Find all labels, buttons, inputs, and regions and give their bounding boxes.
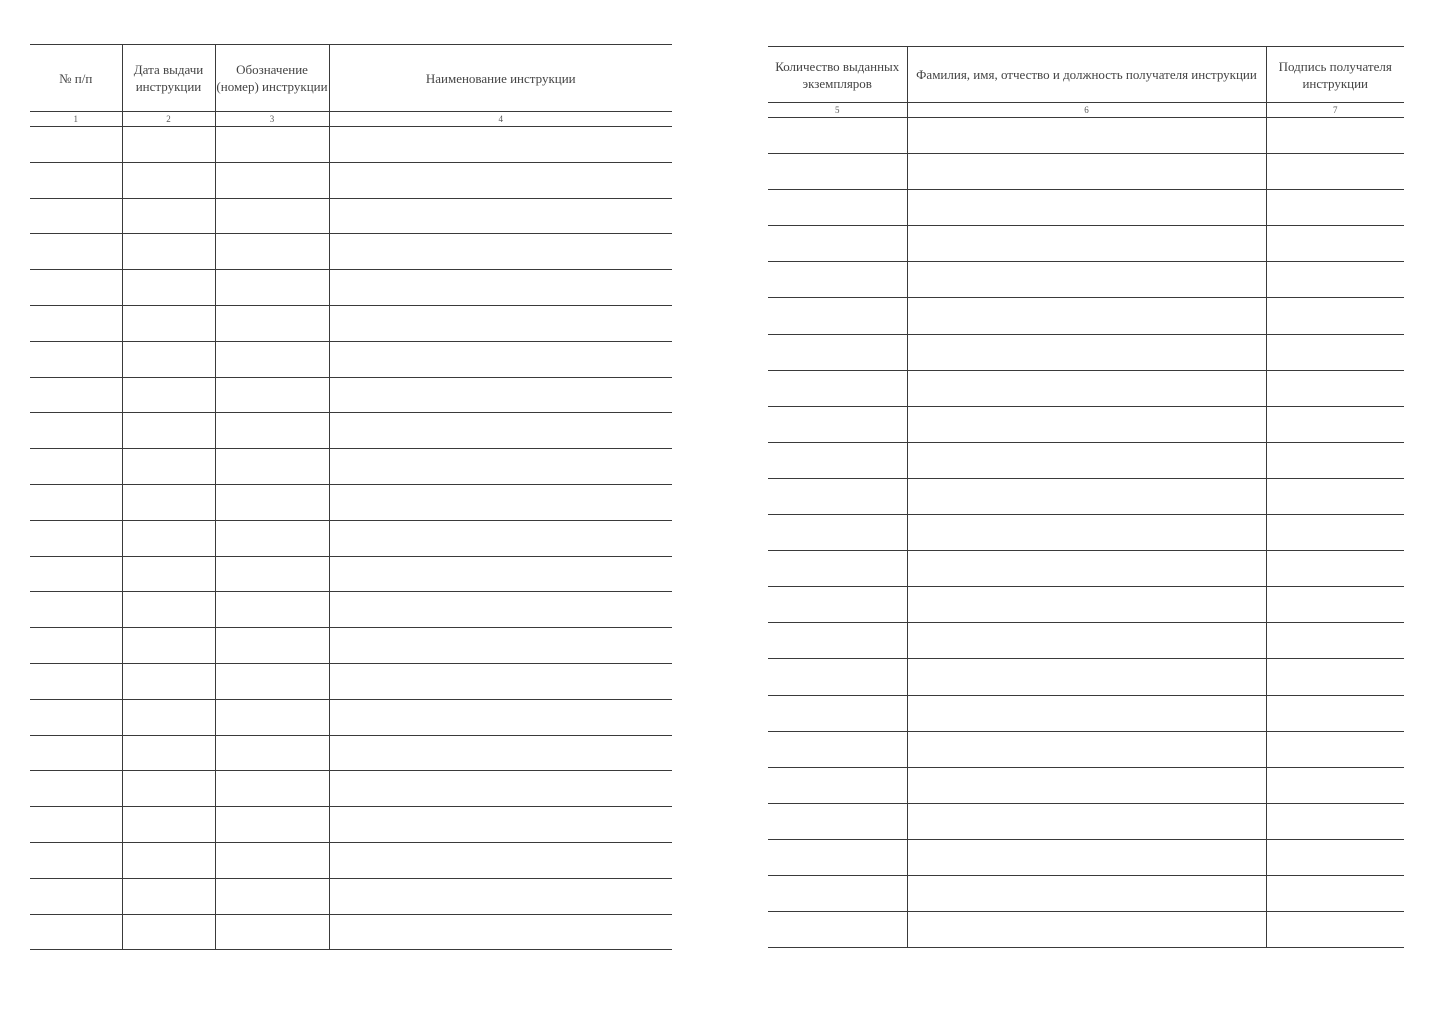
table-cell[interactable]: [907, 551, 1266, 587]
table-cell[interactable]: [329, 699, 672, 735]
table-row: [30, 270, 672, 306]
table-cell[interactable]: [215, 127, 329, 163]
table-cell[interactable]: [1266, 695, 1404, 731]
table-cell[interactable]: [30, 663, 122, 699]
table-cell[interactable]: [122, 127, 215, 163]
table-row: [30, 914, 672, 950]
table-cell[interactable]: [215, 878, 329, 914]
table-cell[interactable]: [30, 807, 122, 843]
table-cell[interactable]: [329, 162, 672, 198]
table-row: [30, 771, 672, 807]
table-row: [768, 370, 1404, 406]
table-cell[interactable]: [1266, 442, 1404, 478]
table-row: [30, 556, 672, 592]
table-cell[interactable]: [768, 587, 907, 623]
table-cell[interactable]: [768, 226, 907, 262]
table-cell[interactable]: [122, 735, 215, 771]
table-cell[interactable]: [122, 413, 215, 449]
table-cell[interactable]: [329, 198, 672, 234]
table-cell[interactable]: [768, 803, 907, 839]
table-cell[interactable]: [30, 771, 122, 807]
table-cell[interactable]: [1266, 912, 1404, 948]
table-cell[interactable]: [30, 198, 122, 234]
table-cell[interactable]: [30, 270, 122, 306]
table-row: [768, 190, 1404, 226]
table-cell[interactable]: [215, 449, 329, 485]
table-cell[interactable]: [30, 234, 122, 270]
table-row: [30, 592, 672, 628]
table-cell[interactable]: [907, 515, 1266, 551]
table-cell[interactable]: [907, 875, 1266, 911]
table-cell[interactable]: [1266, 406, 1404, 442]
table-cell[interactable]: [1266, 623, 1404, 659]
table-cell[interactable]: [30, 520, 122, 556]
table-cell[interactable]: [1266, 190, 1404, 226]
table-cell[interactable]: [907, 154, 1266, 190]
table-cell[interactable]: [30, 377, 122, 413]
left-journal-table: [30, 44, 672, 950]
table-cell[interactable]: [122, 771, 215, 807]
table-cell[interactable]: [215, 556, 329, 592]
table-cell[interactable]: [30, 305, 122, 341]
table-cell[interactable]: [329, 377, 672, 413]
table-cell[interactable]: [30, 878, 122, 914]
table-cell[interactable]: [122, 592, 215, 628]
table-cell[interactable]: [215, 270, 329, 306]
table-row: [30, 699, 672, 735]
table-cell[interactable]: [215, 162, 329, 198]
table-row: [768, 803, 1404, 839]
table-cell[interactable]: [768, 767, 907, 803]
table-cell[interactable]: [30, 341, 122, 377]
table-cell[interactable]: [122, 270, 215, 306]
table-cell[interactable]: [1266, 515, 1404, 551]
column-number-row: [768, 103, 1404, 118]
table-row: [30, 127, 672, 163]
table-cell[interactable]: [329, 878, 672, 914]
table-cell[interactable]: [30, 628, 122, 664]
table-cell[interactable]: [1266, 659, 1404, 695]
table-cell[interactable]: [768, 912, 907, 948]
table-cell[interactable]: [768, 659, 907, 695]
table-row: [30, 341, 672, 377]
table-row: [768, 587, 1404, 623]
table-cell[interactable]: [215, 842, 329, 878]
table-cell[interactable]: [215, 377, 329, 413]
table-cell[interactable]: [907, 803, 1266, 839]
table-cell[interactable]: [768, 190, 907, 226]
right-journal-page: [768, 46, 1404, 948]
table-cell[interactable]: [1266, 767, 1404, 803]
table-row: [768, 912, 1404, 948]
table-cell[interactable]: [122, 198, 215, 234]
table-cell[interactable]: [768, 875, 907, 911]
table-cell[interactable]: [1266, 154, 1404, 190]
table-cell[interactable]: [329, 628, 672, 664]
table-cell[interactable]: [122, 377, 215, 413]
table-cell[interactable]: [329, 592, 672, 628]
table-row: [768, 767, 1404, 803]
table-cell[interactable]: [907, 695, 1266, 731]
table-cell[interactable]: [907, 839, 1266, 875]
table-row: [768, 334, 1404, 370]
header-issue-date: Дата выдачи инструкции: [122, 45, 215, 112]
table-cell[interactable]: [215, 234, 329, 270]
table-cell[interactable]: [768, 262, 907, 298]
column-number-row: [30, 112, 672, 127]
table-cell[interactable]: [329, 520, 672, 556]
table-cell[interactable]: [907, 442, 1266, 478]
right-table-body: [768, 118, 1404, 948]
table-cell[interactable]: [768, 442, 907, 478]
table-row: [768, 875, 1404, 911]
table-cell[interactable]: [30, 914, 122, 950]
table-cell[interactable]: [768, 334, 907, 370]
table-cell[interactable]: [907, 623, 1266, 659]
table-cell[interactable]: [907, 298, 1266, 334]
table-row: [30, 807, 672, 843]
table-cell[interactable]: [215, 663, 329, 699]
table-cell[interactable]: [215, 914, 329, 950]
table-cell[interactable]: [122, 807, 215, 843]
table-cell[interactable]: [30, 413, 122, 449]
table-cell[interactable]: [1266, 839, 1404, 875]
table-cell[interactable]: [122, 234, 215, 270]
header-recipient-signature: Подпись получателя инструкции: [1266, 47, 1404, 103]
table-row: [768, 298, 1404, 334]
table-cell[interactable]: [907, 226, 1266, 262]
table-cell[interactable]: [768, 623, 907, 659]
table-row: [30, 234, 672, 270]
table-cell[interactable]: [1266, 731, 1404, 767]
table-row: [768, 262, 1404, 298]
table-cell[interactable]: [1266, 551, 1404, 587]
table-row: [30, 842, 672, 878]
table-cell[interactable]: [1266, 803, 1404, 839]
table-cell[interactable]: [30, 449, 122, 485]
table-row: [768, 226, 1404, 262]
table-row: [30, 413, 672, 449]
table-cell[interactable]: [30, 556, 122, 592]
table-row: [30, 628, 672, 664]
table-cell[interactable]: [122, 842, 215, 878]
table-cell[interactable]: [1266, 262, 1404, 298]
table-cell[interactable]: [768, 515, 907, 551]
table-cell[interactable]: [215, 735, 329, 771]
table-cell[interactable]: [768, 839, 907, 875]
table-row: [768, 659, 1404, 695]
table-row: [30, 198, 672, 234]
table-cell[interactable]: [907, 587, 1266, 623]
table-cell[interactable]: [215, 807, 329, 843]
table-cell[interactable]: [329, 234, 672, 270]
table-cell[interactable]: [907, 912, 1266, 948]
header-row-number: № п/п: [30, 45, 122, 112]
table-row: [768, 406, 1404, 442]
table-cell[interactable]: [1266, 478, 1404, 514]
table-cell[interactable]: [329, 305, 672, 341]
table-cell[interactable]: [215, 699, 329, 735]
table-cell[interactable]: [768, 695, 907, 731]
table-cell[interactable]: [768, 370, 907, 406]
table-cell[interactable]: [907, 118, 1266, 154]
table-row: [30, 520, 672, 556]
table-cell[interactable]: [1266, 370, 1404, 406]
table-cell[interactable]: [329, 842, 672, 878]
column-number: 1: [30, 112, 122, 127]
table-row: [30, 484, 672, 520]
table-cell[interactable]: [329, 663, 672, 699]
table-cell[interactable]: [122, 699, 215, 735]
table-cell[interactable]: [907, 262, 1266, 298]
column-header-row: [30, 45, 672, 112]
table-row: [768, 623, 1404, 659]
table-row: [768, 154, 1404, 190]
table-cell[interactable]: [215, 484, 329, 520]
table-cell[interactable]: [30, 162, 122, 198]
table-cell[interactable]: [215, 628, 329, 664]
table-cell[interactable]: [30, 699, 122, 735]
column-number: 3: [215, 112, 329, 127]
table-cell[interactable]: [768, 154, 907, 190]
table-cell[interactable]: [329, 127, 672, 163]
table-cell[interactable]: [329, 484, 672, 520]
table-cell[interactable]: [907, 190, 1266, 226]
table-cell[interactable]: [122, 914, 215, 950]
table-cell[interactable]: [122, 449, 215, 485]
header-copies-issued: Количество выданных экземпляров: [768, 47, 907, 103]
table-cell[interactable]: [30, 592, 122, 628]
table-row: [768, 442, 1404, 478]
table-cell[interactable]: [122, 520, 215, 556]
right-journal-table: [768, 46, 1404, 948]
table-cell[interactable]: [329, 914, 672, 950]
table-cell[interactable]: [1266, 875, 1404, 911]
table-cell[interactable]: [215, 341, 329, 377]
table-cell[interactable]: [768, 118, 907, 154]
table-cell[interactable]: [768, 478, 907, 514]
table-row: [30, 449, 672, 485]
table-cell[interactable]: [215, 413, 329, 449]
table-cell[interactable]: [215, 771, 329, 807]
header-recipient-name-position: Фамилия, имя, отчество и должность получателя инструкции: [907, 47, 1266, 103]
table-cell[interactable]: [329, 771, 672, 807]
table-cell[interactable]: [1266, 298, 1404, 334]
table-cell[interactable]: [768, 731, 907, 767]
table-cell[interactable]: [122, 341, 215, 377]
table-cell[interactable]: [907, 731, 1266, 767]
header-instruction-name: Наименование инструкции: [329, 45, 672, 112]
column-number: 7: [1266, 103, 1404, 118]
table-cell[interactable]: [329, 807, 672, 843]
table-cell[interactable]: [907, 767, 1266, 803]
table-cell[interactable]: [329, 449, 672, 485]
table-cell[interactable]: [907, 334, 1266, 370]
left-journal-page: [30, 44, 672, 950]
table-cell[interactable]: [122, 878, 215, 914]
table-cell[interactable]: [122, 484, 215, 520]
table-cell[interactable]: [215, 520, 329, 556]
table-row: [768, 731, 1404, 767]
table-cell[interactable]: [907, 406, 1266, 442]
table-cell[interactable]: [768, 406, 907, 442]
table-row: [768, 551, 1404, 587]
table-cell[interactable]: [907, 370, 1266, 406]
column-number: 4: [329, 112, 672, 127]
table-row: [30, 377, 672, 413]
table-cell[interactable]: [122, 663, 215, 699]
table-cell[interactable]: [30, 127, 122, 163]
table-row: [30, 663, 672, 699]
table-row: [30, 305, 672, 341]
table-cell[interactable]: [1266, 334, 1404, 370]
table-cell[interactable]: [122, 628, 215, 664]
left-table-body: [30, 127, 672, 950]
table-cell[interactable]: [215, 198, 329, 234]
table-cell[interactable]: [1266, 587, 1404, 623]
table-cell[interactable]: [329, 413, 672, 449]
table-row: [30, 735, 672, 771]
column-number: 6: [907, 103, 1266, 118]
table-cell[interactable]: [907, 478, 1266, 514]
table-cell[interactable]: [1266, 226, 1404, 262]
table-row: [768, 515, 1404, 551]
table-cell[interactable]: [768, 551, 907, 587]
table-cell[interactable]: [1266, 118, 1404, 154]
table-cell[interactable]: [122, 162, 215, 198]
table-cell[interactable]: [30, 484, 122, 520]
table-cell[interactable]: [329, 735, 672, 771]
table-row: [768, 839, 1404, 875]
table-cell[interactable]: [215, 592, 329, 628]
table-cell[interactable]: [329, 270, 672, 306]
column-number: 5: [768, 103, 907, 118]
table-cell[interactable]: [768, 298, 907, 334]
table-cell[interactable]: [122, 305, 215, 341]
table-cell[interactable]: [122, 556, 215, 592]
table-cell[interactable]: [329, 556, 672, 592]
table-cell[interactable]: [329, 341, 672, 377]
table-row: [768, 478, 1404, 514]
column-header-row: [768, 47, 1404, 103]
header-instruction-designation: Обозначение (номер) инструкции: [215, 45, 329, 112]
table-row: [768, 118, 1404, 154]
table-row: [768, 695, 1404, 731]
table-cell[interactable]: [215, 305, 329, 341]
table-cell[interactable]: [30, 842, 122, 878]
table-row: [30, 878, 672, 914]
column-number: 2: [122, 112, 215, 127]
table-cell[interactable]: [30, 735, 122, 771]
table-row: [30, 162, 672, 198]
table-cell[interactable]: [907, 659, 1266, 695]
